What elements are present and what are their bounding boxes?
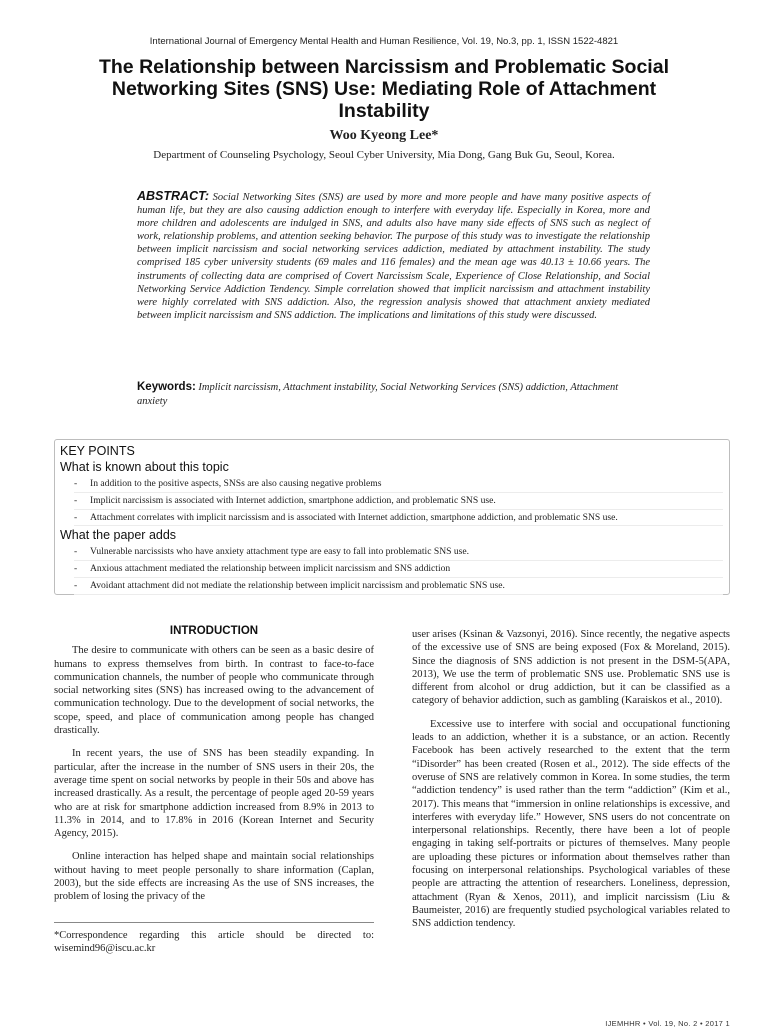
list-item: - Attachment correlates with implicit narcissism and is associated with Internet addiction, smartphone addiction, and problematic SNS use. [74,510,723,527]
abstract [137,190,650,322]
keywords [137,380,650,409]
list-item: - Avoidant attachment did not mediate the relationship between implicit narcissism and problematic SNS use. [74,578,723,595]
body-paragraph: user arises (Ksinan & Vazsonyi, 2016). Since recently, the negative aspects of the excessive use of SNS are being exposed (Fox & Moreland, 2015). Since the diagnosis of SNS addiction is not present in the DSM-5(APA, 2013), We use the term of problematic SNS use. Problematic SNS use is different from alcohol or drug addiction, but it can be classified as a category of behavior addiction, such as gambling (Karaiskos et al., 2010). [412,629,730,707]
key-points-box [54,439,730,595]
abstract-text: Social Networking Sites (SNS) are used by more and more people and have many positive aspects of human life, but they are also causing addiction enough to interfere with everyday life. Especially in Korea, more and more children and adolescents are indulged in SNS, and adults also have many side effects of SNS such as neglect of work, relationship problems, and attention seeking behavior. The purpose of this study was to investigate the relationship between implicit narcissism and social networking services addiction, mediated by attachment instability. The study comprised 185 cyber university students (69 males and 116 females) and the mean age was 40.13 ± 10.66 years. The instruments of collecting data are comprised of Covert Narcissism Scale, Experience of Close Relationship, and Social Networking Service Addiction Tendency. Simple correlation showed that implicit narcissism and attachment instability were highly correlated with SNS addiction. Also, the regression analysis showed that attachment anxiety mediated between implicit narcissism and SNS addiction. The implications and limitations of this study were discussed. [137,192,650,321]
body-paragraph: The desire to communicate with others can be seen as a basic desire of humans to express themselves from birth. In contrast to face-to-face communication channels, the number of people who communicate through social networking sites (SNS) has increased owing to the advancement of communication technology. Due to the development of social networks, the scope, speed, and place of communication among people has changed drastically. [54,645,374,737]
bullet-dash: - [74,563,78,575]
body-paragraph: Excessive use to interfere with social and occupational functioning leads to an addiction, whether it is a substance, or an action. Recently Facebook has been actively researched to the extent that the term “iDisorder” has been created (Rosen et al., 2012). The side effects of the overuse of SNS are relatively common in Korea. In some studies, the term “addiction tendency” is used rather than the term “addiction” (Kim et al., 2017). This means that “immersion in online relationships is excessive, and interferes with everyday life.” However, SNS users do not concentrate on interpersonal relationships. Recently, there have been a lot of people engaging in taking self-portraits or pictures of themselves. Many people are uploading these pictures or information about themselves rather than focusing on interpersonal relationships. Psychological variables of these people are attracting the attention of researchers. Loneliness, depression, attachment (Ryan & Xenos, 2011), and implicit narcissism (Liu & Baumeister, 2016) are frequently studied psychological variables related to SNS addiction tendency. [412,718,730,930]
author-affiliation: Department of Counseling Psychology, Seoul Cyber University, Mia Dong, Gang Buk Gu, Seoul, Korea. [153,149,615,161]
known-topic-heading: What is known about this topic [60,460,229,474]
bullet-dash: - [74,579,78,591]
paper-adds-heading: What the paper adds [60,528,177,543]
bullet-dash: - [74,478,78,489]
right-column [412,628,730,941]
abstract-label: ABSTRACT: [137,189,209,203]
correspondence-footnote: *Correspondence regarding this article should be directed to: wisemind96@iscu.ac.kr [54,922,374,956]
left-column [54,625,374,914]
bullet-dash: - [74,511,78,523]
list-item: - Anxious attachment mediated the relationship between implicit narcissism and SNS addiction [74,561,723,578]
paper-adds-list [60,544,723,594]
known-topic-list [60,476,723,526]
keywords-text: Implicit narcissism, Attachment instability, Social Networking Services (SNS) addiction, Attachment anxiety [137,382,619,407]
body-paragraph: Online interaction has helped shape and maintain social relationships without having to meet people personally to share information (Caplan, 2003), but the side effects are increasing As the use of SNS increases, the problem of losing the privacy of the [54,851,374,903]
journal-citation: International Journal of Emergency Mental Health and Human Resilience, Vol. 19, No.3, pp. 1, ISSN 1522-4821 [149,36,619,47]
introduction-heading: INTRODUCTION [169,625,259,637]
list-item: - In addition to the positive aspects, SNSs are also causing negative problems [74,476,723,493]
author-name: Woo Kyeong Lee* [329,128,439,143]
key-points-heading: KEY POINTS [60,444,135,458]
bullet-dash: - [74,546,78,558]
paper-title: The Relationship between Narcissism and Problematic Social Networking Sites (SNS) Use: Mediating Role of Attachment Instability [98,56,669,122]
body-paragraph: In recent years, the use of SNS has been steadily expanding. In particular, after the increase in the number of SNS users in their 20s, the average time spent on social networks by people in their 50s and above has increased drastically. As a result, the percentage of people aged 20-59 years who are at risk for smartphone addiction increased from 8.9% in 2013 to 11.3% in 2014, and to 17.8% in 2016 (Korean Internet and Security Agency, 2015). [54,748,374,840]
list-item: - Implicit narcissism is associated with Internet addiction, smartphone addiction, and problematic SNS use. [74,493,723,510]
list-item: - Vulnerable narcissists who have anxiety attachment type are easy to fall into problematic SNS use. [74,544,723,561]
keywords-label: Keywords: [137,381,196,393]
bullet-dash: - [74,494,78,506]
page-footer: IJEMHHR • Vol. 19, No. 2 • 2017 1 [605,1019,730,1028]
